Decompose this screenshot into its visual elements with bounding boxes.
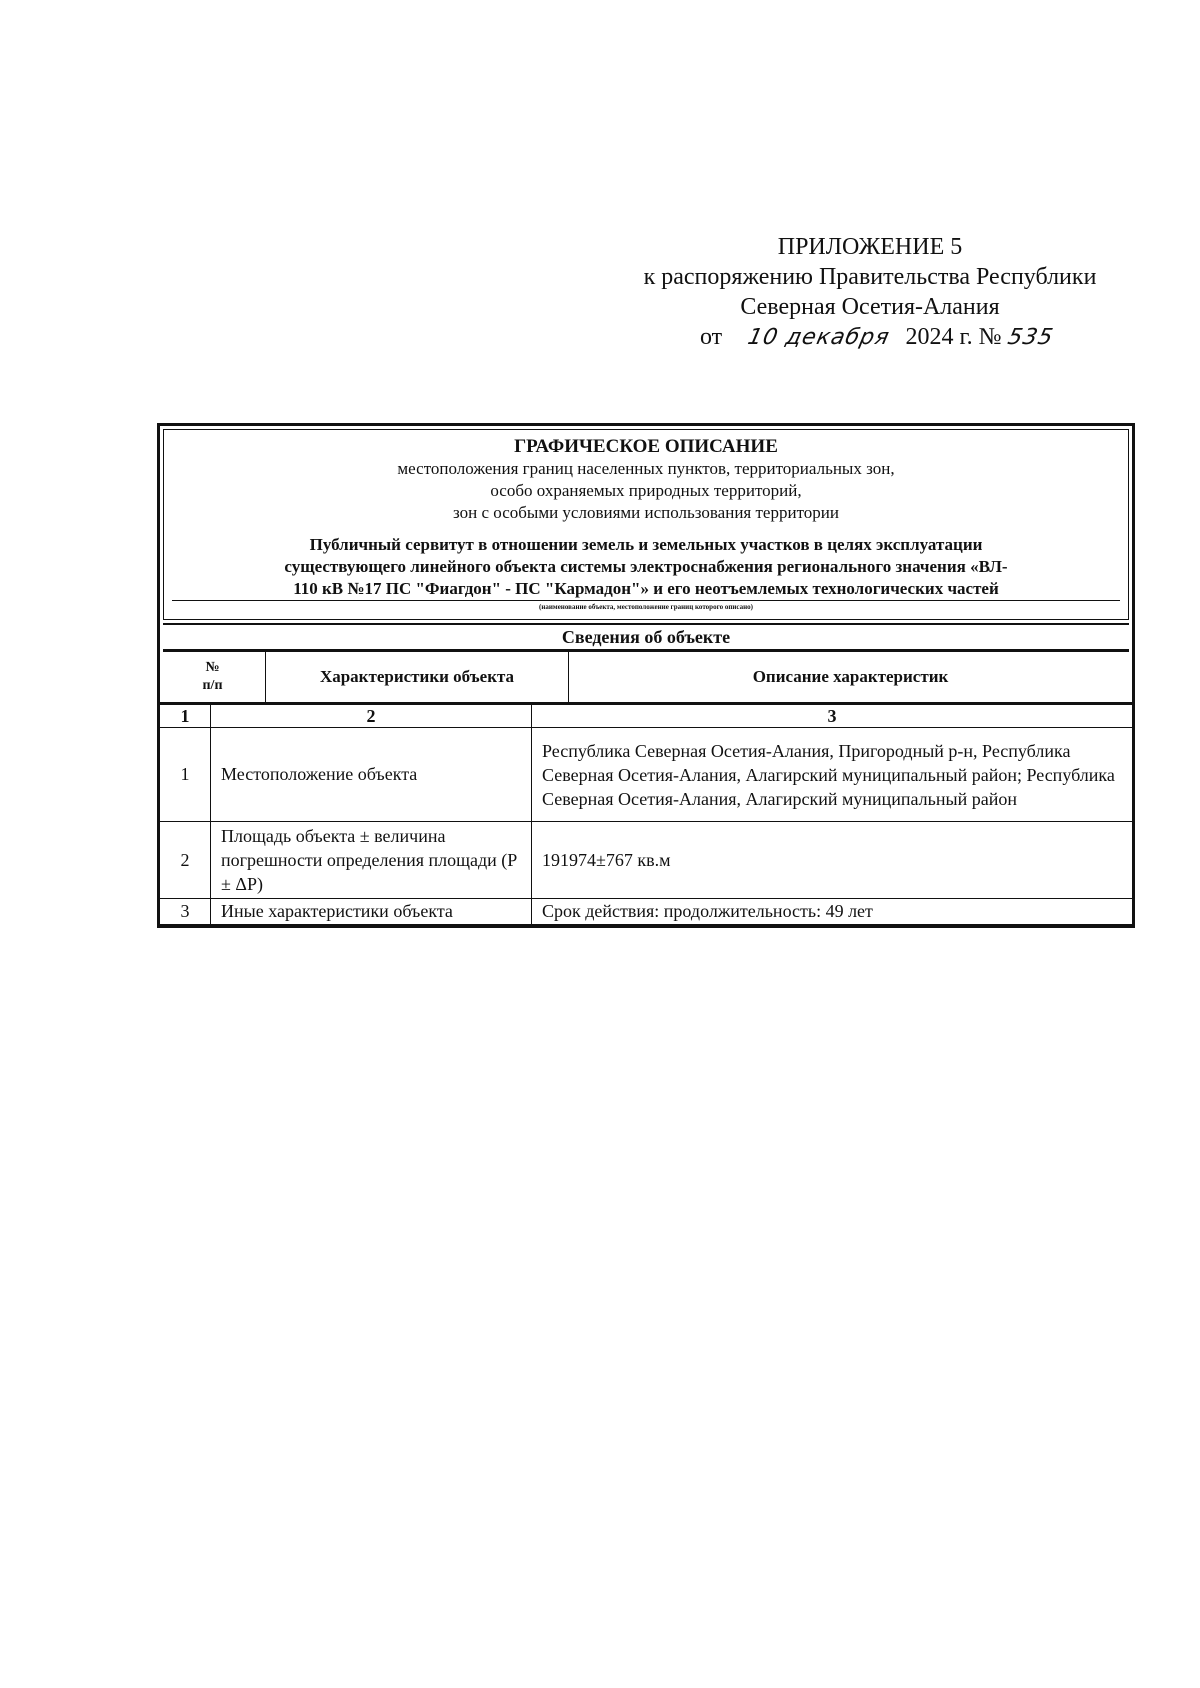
object-info-table	[160, 705, 1132, 925]
object-name	[172, 534, 1120, 601]
row-number: 1	[160, 728, 211, 822]
date-prefix: от	[700, 324, 723, 350]
object-name-line-1: Публичный сервитут в отношении земель и земельных участков в целях эксплуатации	[309, 535, 983, 554]
row-description: Республика Северная Осетия-Алания, Пригородный р-н, Республика Северная Осетия-Алания, Алагирский муниципальный район; Республика Северная Осетия-Алания, Алагирский муниципальный район	[532, 728, 1133, 822]
table-row	[160, 899, 1132, 925]
header-number	[160, 652, 266, 702]
header-number-top: №	[205, 660, 220, 675]
column-numbers-row	[160, 705, 1132, 728]
column-number: 3	[532, 705, 1133, 728]
header-characteristic: Характеристики объекта	[266, 652, 569, 702]
annex-date-line	[590, 322, 1150, 353]
table-header	[160, 652, 1132, 705]
annex-line-2: Северная Осетия-Алания	[740, 294, 1000, 320]
header-number-bottom: п/п	[202, 678, 223, 693]
graphic-subtitle-3: зон с особыми условиями использования территории	[453, 503, 839, 522]
object-name-line-3: 110 кВ №17 ПС "Фиагдон" - ПС "Кармадон"» и его неотъемлемых технологических частей	[293, 579, 999, 598]
row-number: 2	[160, 822, 211, 899]
column-number: 1	[160, 705, 211, 728]
header-description: Описание характеристик	[752, 667, 949, 686]
row-characteristic: Иные характеристики объекта	[211, 899, 532, 925]
table-row	[160, 728, 1132, 822]
row-characteristic: Местоположение объекта	[211, 728, 532, 822]
object-name-line-2: существующего линейного объекта системы электроснабжения регионального значения «ВЛ-	[284, 557, 1008, 576]
graphic-subtitle-2: особо охраняемых природных территорий,	[490, 481, 802, 500]
row-description: 191974±767 кв.м	[532, 822, 1133, 899]
graphic-subtitle-1: местоположения границ населенных пунктов, территориальных зон,	[397, 459, 895, 478]
row-number: 3	[160, 899, 211, 925]
handwritten-number: 535	[1004, 325, 1056, 350]
annex-header	[590, 232, 1150, 353]
annex-line-1: к распоряжению Правительства Республики	[643, 264, 1097, 290]
graphic-description-header	[163, 429, 1129, 620]
row-description: Срок действия: продолжительность: 49 лет	[532, 899, 1133, 925]
date-suffix: 2024 г. №	[905, 324, 1002, 350]
section-title: Сведения об объекте	[163, 623, 1129, 652]
column-number: 2	[211, 705, 532, 728]
annex-title: ПРИЛОЖЕНИЕ 5	[777, 234, 963, 260]
row-characteristic: Площадь объекта ± величина погрешности определения площади (P ± ΔP)	[211, 822, 532, 899]
object-name-caption: (наименование объекта, местоположение границ которого описано)	[539, 603, 753, 611]
graphic-description-frame	[157, 423, 1135, 928]
graphic-title: ГРАФИЧЕСКОЕ ОПИСАНИЕ	[514, 436, 778, 457]
table-row	[160, 822, 1132, 899]
handwritten-date: 10 декабря	[745, 325, 893, 350]
